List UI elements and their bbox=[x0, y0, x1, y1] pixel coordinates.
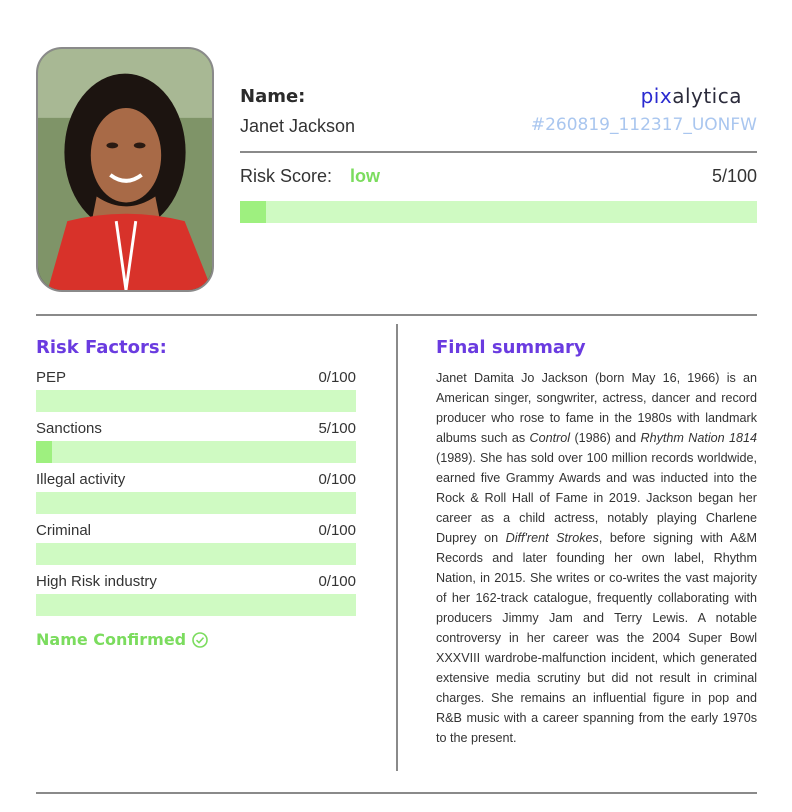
factor-score: 0/100 bbox=[318, 522, 356, 539]
factor-score: 0/100 bbox=[318, 369, 356, 386]
brand-logo-pix: pix bbox=[640, 84, 673, 108]
risk-score-label: Risk Score: bbox=[240, 166, 333, 186]
factor-score: 0/100 bbox=[318, 471, 356, 488]
risk-score-bar bbox=[240, 201, 757, 223]
final-summary-title: Final summary bbox=[436, 337, 586, 358]
name-value: Janet Jackson bbox=[240, 116, 356, 136]
factor-bar bbox=[36, 492, 356, 514]
factor-label: PEP bbox=[36, 369, 67, 386]
section-divider bbox=[36, 314, 757, 316]
name-confirmed-status bbox=[36, 630, 208, 649]
factor-illegal-activity bbox=[36, 470, 356, 514]
risk-score-value: 5/100 bbox=[711, 166, 757, 186]
factor-score: 5/100 bbox=[318, 420, 356, 437]
factor-bar-fill bbox=[36, 441, 52, 463]
final-summary-text bbox=[436, 368, 757, 748]
factor-label: High Risk industry bbox=[36, 573, 157, 590]
profile-photo bbox=[36, 47, 214, 292]
factor-pep bbox=[36, 368, 356, 412]
factor-bar bbox=[36, 543, 356, 565]
summary-album-rhythm-nation: Rhythm Nation 1814 bbox=[640, 431, 758, 445]
factor-high-risk-industry bbox=[36, 572, 356, 616]
risk-factors-title: Risk Factors: bbox=[36, 337, 167, 358]
factor-score: 0/100 bbox=[318, 573, 356, 590]
summary-text-part: , before signing with A&M Records and later founding her own label, Rhythm Nation, in 2015. She writes or co-writes the vast majority of her 162-track catalogue, frequently collaborating with producers Jimmy Jam and Terry Lewis. A notable controversy in her career was the 2004 Super Bowl XXXVIII wardrobe-malfunction incident, which generated extensive media scrutiny but did not result in criminal charges. She remains an influential figure in pop and R&B music with a career spanning from the early 1970s to the present. bbox=[436, 531, 757, 745]
factor-sanctions bbox=[36, 419, 356, 463]
summary-album-control: Control bbox=[529, 431, 571, 445]
footer-divider bbox=[36, 792, 757, 794]
factor-label: Sanctions bbox=[36, 420, 102, 437]
summary-text-part: (1989). She has sold over 100 million records worldwide, earned five Grammy Awards and was inducted into the Rock & Roll Hall of Fame in 2019. Jackson began her career as a child actress, notably playing Charlene Duprey on bbox=[436, 451, 757, 545]
summary-text-part: (1986) and bbox=[570, 431, 641, 445]
check-circle-icon bbox=[192, 632, 208, 648]
summary-show-diffrent-strokes: Diff'rent Strokes bbox=[505, 531, 599, 545]
brand-logo-rest: alytica bbox=[672, 84, 742, 108]
factor-bar bbox=[36, 441, 356, 463]
factor-label: Illegal activity bbox=[36, 471, 126, 488]
summary-text-part: Janet Damita Jo Jackson (born May 16, 1966) is an American singer, songwriter, actress, dancer and record producer who rose to fame in the 1980s with landmark albums such as bbox=[436, 371, 757, 445]
risk-level: low bbox=[350, 166, 380, 186]
portrait-image bbox=[38, 49, 212, 290]
header-divider bbox=[240, 151, 757, 153]
risk-score-bar-fill bbox=[240, 201, 266, 223]
factor-criminal bbox=[36, 521, 356, 565]
factor-bar bbox=[36, 390, 356, 412]
name-label: Name: bbox=[240, 86, 306, 107]
name-confirmed-label: Name Confirmed bbox=[36, 630, 187, 649]
brand-logo bbox=[641, 84, 742, 108]
factor-label: Criminal bbox=[36, 522, 92, 539]
column-divider bbox=[396, 324, 398, 771]
factor-bar bbox=[36, 594, 356, 616]
reference-id: #260819_112317_UONFW bbox=[530, 115, 757, 135]
